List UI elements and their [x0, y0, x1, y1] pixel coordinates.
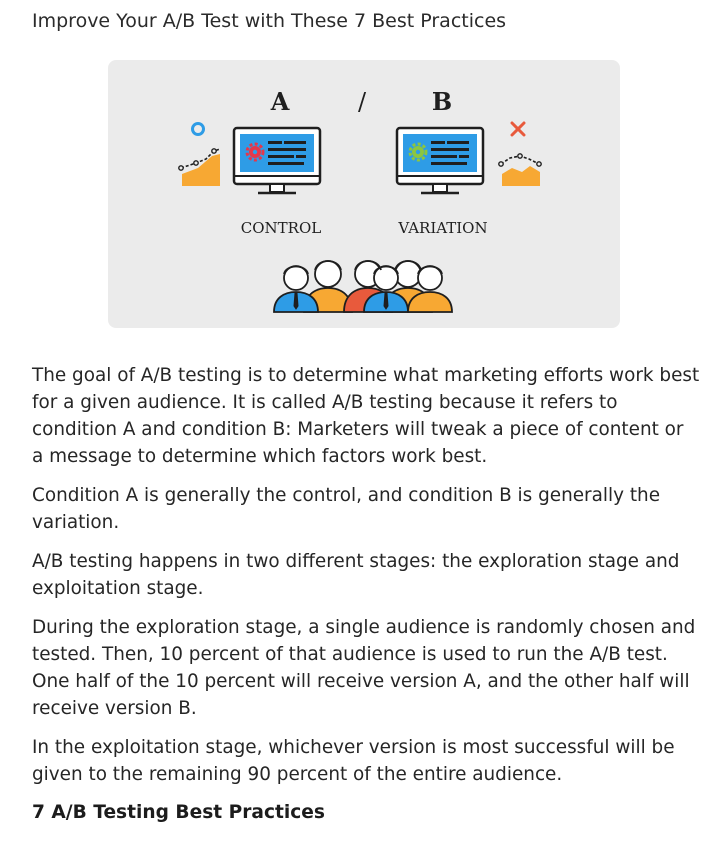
paragraph: In the exploitation stage, whichever version is most successful will be given to the remaining 90 percent of the entire audience.	[32, 737, 675, 785]
letter-b: B	[431, 87, 453, 116]
paragraph: During the exploration stage, a single audience is randomly chosen and tested. Then, 10 percent of that audience is used to run the A/B test. One half of the 10 percent will receive version A, and the other half will receive version B.	[32, 617, 696, 719]
line-chart-icon	[499, 154, 541, 186]
control-label: CONTROL	[240, 219, 322, 237]
x-mark-icon	[512, 123, 524, 135]
article-body	[32, 362, 700, 826]
paragraph: A/B testing happens in two different stages: the exploration stage and exploitation stage.	[32, 551, 680, 599]
control-monitor-icon	[234, 128, 320, 193]
slash-separator: /	[357, 88, 367, 116]
paragraph: Condition A is generally the control, and condition B is generally the variation.	[32, 485, 661, 533]
letter-a: A	[270, 87, 290, 116]
ab-test-illustration	[108, 60, 620, 328]
variation-monitor-icon	[397, 128, 483, 193]
section-heading: 7 A/B Testing Best Practices	[32, 802, 325, 823]
variation-label: VARIATION	[398, 219, 488, 237]
line-chart-icon	[179, 149, 220, 186]
paragraph: The goal of A/B testing is to determine what marketing efforts work best for a given audience. It is called A/B testing because it refers to condition A and condition B: Marketers will tweak a piece of content or a message to determine which factors work best.	[32, 365, 700, 467]
circle-icon	[193, 124, 204, 135]
page-title: Improve Your A/B Test with These 7 Best Practices	[32, 10, 507, 32]
audience-group-icon	[274, 261, 452, 312]
